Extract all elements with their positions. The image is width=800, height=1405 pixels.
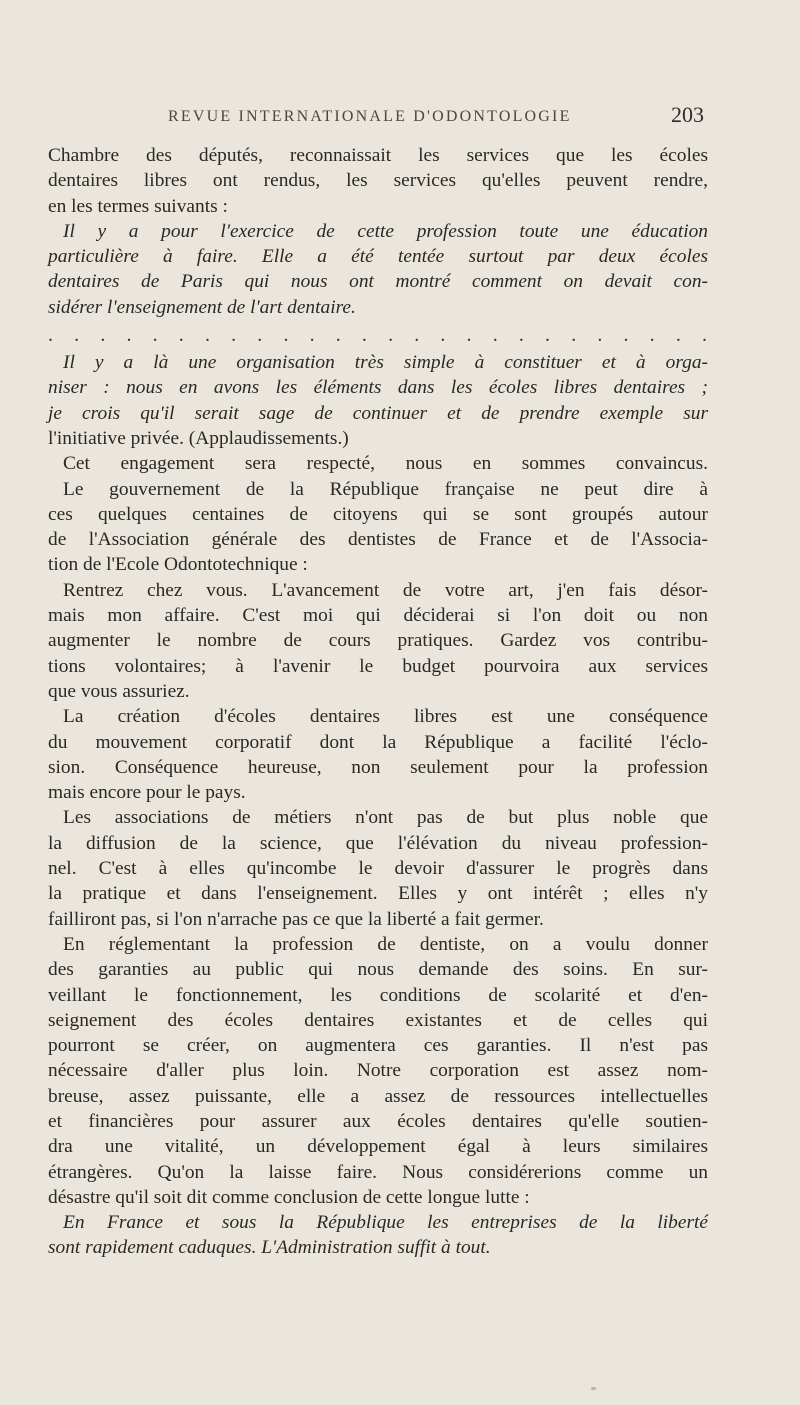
text-line: breuse, assez puissante, elle a assez de ressources intellectuelles bbox=[48, 1085, 708, 1107]
text-line: en les termes suivants : bbox=[48, 195, 228, 217]
text-line: Cet engagement sera respecté, nous en sommes convaincus. bbox=[63, 453, 708, 475]
quoted-text-line: Il y a là une organisation très simple à constituer et à orga- bbox=[63, 352, 708, 374]
text-line: la diffusion de la science, que l'élévation du niveau profession- bbox=[48, 832, 708, 854]
text-line: mais mon affaire. C'est moi qui déciderai si l'on doit ou non bbox=[48, 605, 708, 627]
text-line: nel. C'est à elles qu'incombe le devoir d'assurer le progrès dans bbox=[48, 858, 708, 880]
text-line: de l'Association générale des dentistes de France et de l'Associa- bbox=[48, 529, 708, 551]
text-line: Chambre des députés, reconnaissait les services que les écoles bbox=[48, 145, 708, 166]
page-header bbox=[48, 100, 704, 134]
text-line: tion de l'Ecole Odontotechnique : bbox=[48, 554, 308, 576]
text-line: La création d'écoles dentaires libres est une conséquence bbox=[63, 706, 708, 728]
text-line: des garanties au public qui nous demande des soins. En sur- bbox=[48, 959, 708, 981]
text-line: pourront se créer, on augmentera ces garanties. Il n'est pas bbox=[48, 1035, 708, 1057]
text-line: En réglementant la profession de dentiste, on a voulu donner bbox=[63, 933, 708, 955]
text-line: failliront pas, si l'on n'arrache pas ce que la liberté a fait germer. bbox=[48, 908, 544, 930]
text-line: ces quelques centaines de citoyens qui se sont groupés autour bbox=[48, 503, 708, 525]
page-number: 203 bbox=[671, 102, 704, 127]
text-line: que vous assuriez. bbox=[48, 680, 190, 702]
text-line: et financières pour assurer aux écoles dentaires qu'elle soutien- bbox=[48, 1110, 708, 1132]
quoted-text-line: particulière à faire. Elle a été tentée surtout par deux écoles bbox=[48, 246, 708, 268]
text-line: Les associations de métiers n'ont pas de but plus noble que bbox=[63, 807, 708, 829]
paper-speck bbox=[591, 1387, 596, 1390]
body-text bbox=[48, 143, 708, 1261]
running-title: REVUE INTERNATIONALE D'ODONTOLOGIE bbox=[168, 108, 572, 125]
quoted-text-line: sont rapidement caduques. L'Administration suffit à tout. bbox=[48, 1237, 491, 1259]
text-line: étrangères. Qu'on la laisse faire. Nous considérerions comme un bbox=[48, 1161, 708, 1183]
text-line: Rentrez chez vous. L'avancement de votre art, j'en fais désor- bbox=[63, 579, 708, 601]
text-line: augmenter le nombre de cours pratiques. Gardez vos contribu- bbox=[48, 630, 708, 652]
ellipsis-separator: . . . . . . . . . . . . . . . . . . . . . . . . . . bbox=[48, 324, 708, 347]
quoted-text-line: niser : nous en avons les éléments dans les écoles libres dentaires ; bbox=[48, 377, 708, 399]
quoted-text-line: sidérer l'enseignement de l'art dentaire. bbox=[48, 296, 356, 318]
quoted-text-line: Il y a pour l'exercice de cette profession toute une éducation bbox=[63, 220, 708, 242]
text-line: tions volontaires; à l'avenir le budget pourvoira aux services bbox=[48, 655, 708, 677]
text-line: dra une vitalité, un développement égal à leurs similaires bbox=[48, 1136, 708, 1158]
text-line: Le gouvernement de la République française ne peut dire à bbox=[63, 478, 708, 500]
text-line: du mouvement corporatif dont la République a facilité l'éclo- bbox=[48, 731, 708, 753]
text-line: veillant le fonctionnement, les conditions de scolarité et d'en- bbox=[48, 984, 708, 1006]
text-line: mais encore pour le pays. bbox=[48, 782, 246, 804]
text-line: désastre qu'il soit dit comme conclusion de cette longue lutte : bbox=[48, 1186, 530, 1208]
quoted-text-line: dentaires de Paris qui nous ont montré comment on devait con- bbox=[48, 271, 708, 293]
text-line: nécessaire d'aller plus loin. Notre corporation est assez nom- bbox=[48, 1060, 708, 1082]
quoted-text-line: En France et sous la République les entreprises de la liberté bbox=[63, 1212, 708, 1234]
quoted-text-line: je crois qu'il serait sage de continuer et de prendre exemple sur bbox=[48, 402, 708, 424]
text-line: dentaires libres ont rendus, les services qu'elles peuvent rendre, bbox=[48, 170, 708, 192]
text-line: seignement des écoles dentaires existantes et de celles qui bbox=[48, 1009, 708, 1031]
text-line: sion. Conséquence heureuse, non seulement pour la profession bbox=[48, 756, 708, 778]
text-line: l'initiative privée. (Applaudissements.) bbox=[48, 427, 349, 449]
text-line: la pratique et dans l'enseignement. Elles y ont intérêt ; elles n'y bbox=[48, 883, 708, 905]
